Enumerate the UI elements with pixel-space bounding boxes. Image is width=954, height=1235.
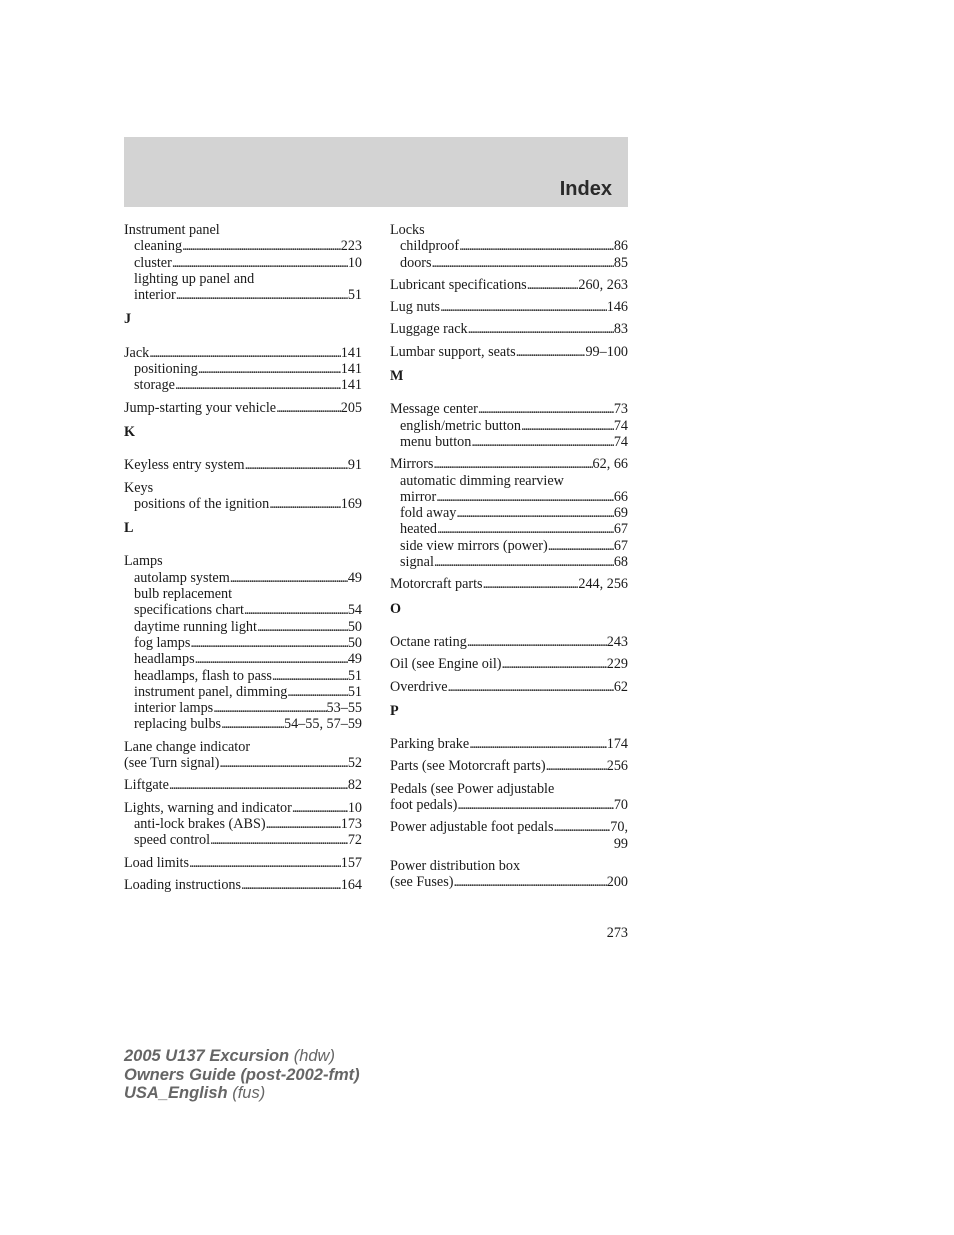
page-ref: 73 <box>613 401 628 418</box>
page-ref: 83 <box>613 321 628 338</box>
dot-leader <box>433 456 592 472</box>
entry-text: positioning <box>134 361 198 378</box>
entry-text: Overdrive <box>390 678 448 695</box>
index-subentry <box>124 377 362 393</box>
entry-text: signal <box>400 554 434 571</box>
dot-leader <box>457 797 613 813</box>
entry-text: childproof <box>400 238 460 255</box>
entry-text: Lamps <box>124 553 163 570</box>
index-entry-line <box>390 679 628 695</box>
dot-leader <box>440 299 607 315</box>
entry-text: menu button <box>400 433 472 450</box>
entry-text: cleaning <box>134 238 183 255</box>
page-ref: 85 <box>613 254 628 271</box>
page-ref: 67 <box>613 521 628 538</box>
entry-text: headlamps, flash to pass <box>134 667 272 684</box>
page-ref: 99 <box>613 835 628 852</box>
index-entry <box>390 656 628 672</box>
entry-text: instrument panel, dimming <box>134 683 288 700</box>
index-entry-line <box>390 874 628 890</box>
page-ref: 205 <box>340 399 362 416</box>
index-entry-line <box>124 877 362 893</box>
page-title: Index <box>559 178 612 200</box>
index-subentry <box>390 489 628 505</box>
index-entry <box>390 819 628 852</box>
index-entry <box>390 736 628 752</box>
entry-text: Luggage rack <box>390 321 468 338</box>
dot-leader <box>269 496 341 512</box>
index-entry <box>124 345 362 394</box>
page-ref: 91 <box>347 457 362 474</box>
entry-text: Jack <box>124 344 150 361</box>
entry-text: storage <box>134 377 175 394</box>
index-entry-line <box>390 858 628 874</box>
entry-text: Keyless entry system <box>124 457 245 474</box>
dot-leader <box>210 832 348 848</box>
index-entry-line <box>124 400 362 416</box>
index-entry-line <box>124 222 362 238</box>
index-entry <box>390 277 628 293</box>
entry-text: Lug nuts <box>390 299 441 316</box>
index-entry <box>390 758 628 774</box>
index-subentry <box>124 619 362 635</box>
entry-text: Keys <box>124 479 154 496</box>
index-entry-line <box>124 777 362 793</box>
index-entry-line <box>390 836 628 852</box>
page-ref: 141 <box>340 344 362 361</box>
index-subentry <box>124 668 362 684</box>
page-ref: 223 <box>340 238 362 255</box>
index-entry <box>390 456 628 570</box>
dot-leader <box>437 521 614 537</box>
page-ref: 99–100 <box>585 343 628 360</box>
dot-leader <box>546 758 607 774</box>
entry-text: Octane rating <box>390 633 467 650</box>
index-subentry <box>124 496 362 512</box>
dot-leader <box>198 361 341 377</box>
entry-text: Pedals (see Power adjustable <box>390 780 555 797</box>
entry-text: Jump-starting your vehicle <box>124 399 277 416</box>
index-subentry <box>390 473 628 489</box>
footer-line-1 <box>124 1047 360 1066</box>
entry-text: Lumbar support, seats <box>390 343 516 360</box>
index-entry-line <box>124 755 362 771</box>
footer-model: 2005 U137 Excursion <box>124 1047 290 1065</box>
entry-text: specifications chart <box>134 602 244 619</box>
dot-leader <box>502 656 607 672</box>
page-ref: 49 <box>347 651 362 668</box>
page-ref: 10 <box>347 254 362 271</box>
page-number: 273 <box>606 925 628 941</box>
dot-leader <box>189 855 341 871</box>
index-subentry <box>124 602 362 618</box>
entry-text: bulb replacement <box>134 586 233 603</box>
entry-text: mirror <box>400 488 437 505</box>
dot-leader <box>521 418 614 434</box>
index-entry <box>390 858 628 891</box>
dot-leader <box>213 700 326 716</box>
dot-leader <box>527 277 579 293</box>
entry-text: Liftgate <box>124 777 169 794</box>
index-entry-line <box>390 819 628 835</box>
entry-text: Lubricant specifications <box>390 276 527 293</box>
dot-leader <box>172 255 348 271</box>
entry-text: replacing bulbs <box>134 716 222 733</box>
entry-text: Locks <box>390 222 425 238</box>
dot-leader <box>276 400 341 416</box>
dot-leader <box>456 505 613 521</box>
index-column-right <box>390 222 628 897</box>
index-subentry <box>124 361 362 377</box>
header-band <box>124 137 628 207</box>
dot-leader <box>287 684 348 700</box>
page-ref: 146 <box>606 299 628 316</box>
dot-leader <box>241 877 341 893</box>
index-entry <box>390 401 628 450</box>
index-entry-line <box>390 222 628 238</box>
dot-leader <box>292 800 348 816</box>
dot-leader <box>272 668 348 684</box>
footer-line-3 <box>124 1084 360 1103</box>
page-ref: 66 <box>613 488 628 505</box>
section-letter: O <box>390 600 402 617</box>
document-footer <box>124 1047 360 1103</box>
dot-leader <box>554 819 611 835</box>
dot-leader <box>468 321 614 337</box>
page-ref: 70 <box>613 797 628 814</box>
index-subentry <box>390 418 628 434</box>
page-ref: 164 <box>340 876 362 893</box>
entry-text: Power adjustable foot pedals <box>390 819 554 836</box>
index-entry-line <box>124 855 362 871</box>
dot-leader <box>175 377 341 393</box>
entry-text: autolamp system <box>134 569 230 586</box>
index-entry <box>124 457 362 473</box>
page-ref: 169 <box>340 495 362 512</box>
index-entry <box>124 400 362 416</box>
page-ref: 229 <box>606 656 628 673</box>
index-entry-line <box>390 656 628 672</box>
index-entry-line <box>390 781 628 797</box>
dot-leader <box>467 634 607 650</box>
index-entry <box>390 344 628 360</box>
index-subentry <box>124 651 362 667</box>
dot-leader <box>434 554 614 570</box>
page-ref: 74 <box>613 417 628 434</box>
entry-text: cluster <box>134 254 172 271</box>
entry-text: Lights, warning and indicator <box>124 799 292 816</box>
page-ref: 200 <box>606 874 628 891</box>
page-ref: 141 <box>340 377 362 394</box>
index-entry <box>390 321 628 337</box>
index-subentry <box>390 255 628 271</box>
page-ref: 51 <box>347 287 362 304</box>
page-ref: 52 <box>347 755 362 772</box>
entry-text: Message center <box>390 401 478 418</box>
index-entry <box>390 299 628 315</box>
entry-text: automatic dimming rearview <box>400 472 564 489</box>
dot-leader <box>448 679 614 695</box>
index-entry-line <box>390 321 628 337</box>
entry-text: Mirrors <box>390 456 434 473</box>
index-subentry <box>124 700 362 716</box>
index-entry <box>124 222 362 303</box>
entry-text: Power distribution box <box>390 857 521 874</box>
section-letter: J <box>124 311 132 328</box>
index-entry-line <box>390 576 628 592</box>
page-ref: 50 <box>347 634 362 651</box>
index-entry-line <box>390 401 628 417</box>
index-entry-line <box>390 634 628 650</box>
dot-leader <box>190 635 347 651</box>
index-subentry <box>124 684 362 700</box>
index-entry-line <box>124 457 362 473</box>
page-ref: 82 <box>347 777 362 794</box>
footer-guide: Owners Guide (post-2002-fmt) <box>124 1065 360 1084</box>
index-entry-line <box>124 800 362 816</box>
index-entry <box>124 553 362 732</box>
page-ref: 70, <box>610 819 628 836</box>
index-entry-line <box>390 277 628 293</box>
index-entry <box>124 800 362 849</box>
page-ref: 260, 263 <box>578 276 628 293</box>
index-subentry <box>390 554 628 570</box>
dot-leader <box>471 434 613 450</box>
index-entry <box>390 576 628 592</box>
index-subentry <box>124 255 362 271</box>
entry-text: interior <box>134 287 176 304</box>
entry-text: side view mirrors (power) <box>400 537 548 554</box>
page-ref: 174 <box>606 736 628 753</box>
dot-leader <box>221 716 284 732</box>
page-ref: 141 <box>340 361 362 378</box>
index-entry-line <box>390 344 628 360</box>
page-ref: 74 <box>613 433 628 450</box>
page-ref: 157 <box>340 854 362 871</box>
dot-leader <box>244 602 348 618</box>
dot-leader <box>169 777 348 793</box>
index-entry <box>124 739 362 772</box>
page-ref: 173 <box>340 815 362 832</box>
dot-leader <box>245 457 348 473</box>
index-subentry <box>124 287 362 303</box>
page-ref: 244, 256 <box>578 576 628 593</box>
footer-language-code: (fus) <box>227 1084 266 1102</box>
entry-text: speed control <box>134 832 211 849</box>
entry-text: Parking brake <box>390 736 470 753</box>
index-subentry <box>390 521 628 537</box>
entry-text: anti-lock brakes (ABS) <box>134 815 266 832</box>
entry-text: (see Fuses) <box>390 874 454 891</box>
entry-text: doors <box>400 254 432 271</box>
page-ref: 54 <box>347 602 362 619</box>
page-ref: 10 <box>347 799 362 816</box>
index-subentry <box>124 716 362 732</box>
index-entry-line <box>390 797 628 813</box>
index-entry <box>124 777 362 793</box>
entry-text: Lane change indicator <box>124 738 251 755</box>
dot-leader <box>266 816 341 832</box>
index-entry-line <box>390 736 628 752</box>
section-letter: K <box>124 423 136 440</box>
dot-leader <box>230 570 348 586</box>
index-entry <box>124 877 362 893</box>
index-subentry <box>124 586 362 602</box>
index-subentry <box>124 816 362 832</box>
dot-leader <box>436 489 614 505</box>
entry-text: Oil (see Engine oil) <box>390 656 502 673</box>
page-ref: 51 <box>347 683 362 700</box>
index-column-left <box>124 222 362 899</box>
index-entry <box>390 781 628 814</box>
index-subentry <box>390 434 628 450</box>
page-ref: 62, 66 <box>592 456 628 473</box>
page-ref: 72 <box>347 832 362 849</box>
entry-text: english/metric button <box>400 417 521 434</box>
entry-text: daytime running light <box>134 618 257 635</box>
page-ref: 67 <box>613 537 628 554</box>
dot-leader <box>176 287 348 303</box>
entry-text: Motorcraft parts <box>390 576 483 593</box>
entry-text: Instrument panel <box>124 222 220 238</box>
index-entry-line <box>390 299 628 315</box>
dot-leader <box>195 651 348 667</box>
footer-language: USA_English <box>124 1084 228 1102</box>
index-entry <box>124 855 362 871</box>
section-letter: P <box>390 702 399 719</box>
index-subentry <box>124 238 362 254</box>
index-entry-line <box>124 345 362 361</box>
page-ref: 51 <box>347 667 362 684</box>
entry-text: heated <box>400 521 438 538</box>
entry-text: fog lamps <box>134 634 191 651</box>
section-letter: M <box>390 368 404 385</box>
entry-text: interior lamps <box>134 700 214 717</box>
page-ref: 53–55 <box>326 700 362 717</box>
index-entry-line <box>124 553 362 569</box>
entry-text: lighting up panel and <box>134 270 255 287</box>
footer-model-code: (hdw) <box>289 1047 335 1065</box>
entry-text: headlamps <box>134 651 195 668</box>
index-entry <box>390 222 628 271</box>
dot-leader <box>182 238 341 254</box>
index-subentry <box>124 832 362 848</box>
entry-text: positions of the ignition <box>134 495 270 512</box>
entry-text: Load limits <box>124 854 190 871</box>
dot-leader <box>219 755 347 771</box>
index-subentry <box>390 238 628 254</box>
page-ref: 49 <box>347 569 362 586</box>
index-subentry <box>390 505 628 521</box>
page-ref: 243 <box>606 633 628 650</box>
index-entry-line <box>390 758 628 774</box>
section-letter: L <box>124 520 134 537</box>
index-entry <box>124 480 362 513</box>
index-entry <box>390 679 628 695</box>
index-entry-line <box>124 739 362 755</box>
dot-leader <box>257 619 348 635</box>
dot-leader <box>483 576 579 592</box>
dot-leader <box>459 238 614 254</box>
page-ref: 62 <box>613 678 628 695</box>
index-entry <box>390 634 628 650</box>
index-subentry <box>390 538 628 554</box>
dot-leader <box>432 255 614 271</box>
page-ref: 256 <box>606 758 628 775</box>
dot-leader <box>469 736 607 752</box>
page-ref: 69 <box>613 505 628 522</box>
dot-leader <box>548 538 614 554</box>
page-ref: 86 <box>613 238 628 255</box>
entry-text: fold away <box>400 505 457 522</box>
dot-leader <box>453 874 606 890</box>
dot-leader <box>149 345 341 361</box>
page-ref: 54–55, 57–59 <box>283 716 362 733</box>
entry-text: Parts (see Motorcraft parts) <box>390 758 546 775</box>
page-ref: 50 <box>347 618 362 635</box>
entry-text: (see Turn signal) <box>124 755 220 772</box>
index-subentry <box>124 271 362 287</box>
index-entry-line <box>124 480 362 496</box>
entry-text: Loading instructions <box>124 876 242 893</box>
dot-leader <box>478 401 614 417</box>
page-ref: 68 <box>613 554 628 571</box>
entry-text: foot pedals) <box>390 797 458 814</box>
index-subentry <box>124 570 362 586</box>
index-subentry <box>124 635 362 651</box>
dot-leader <box>516 344 586 360</box>
footer-line-2 <box>124 1066 360 1085</box>
index-entry-line <box>390 456 628 472</box>
